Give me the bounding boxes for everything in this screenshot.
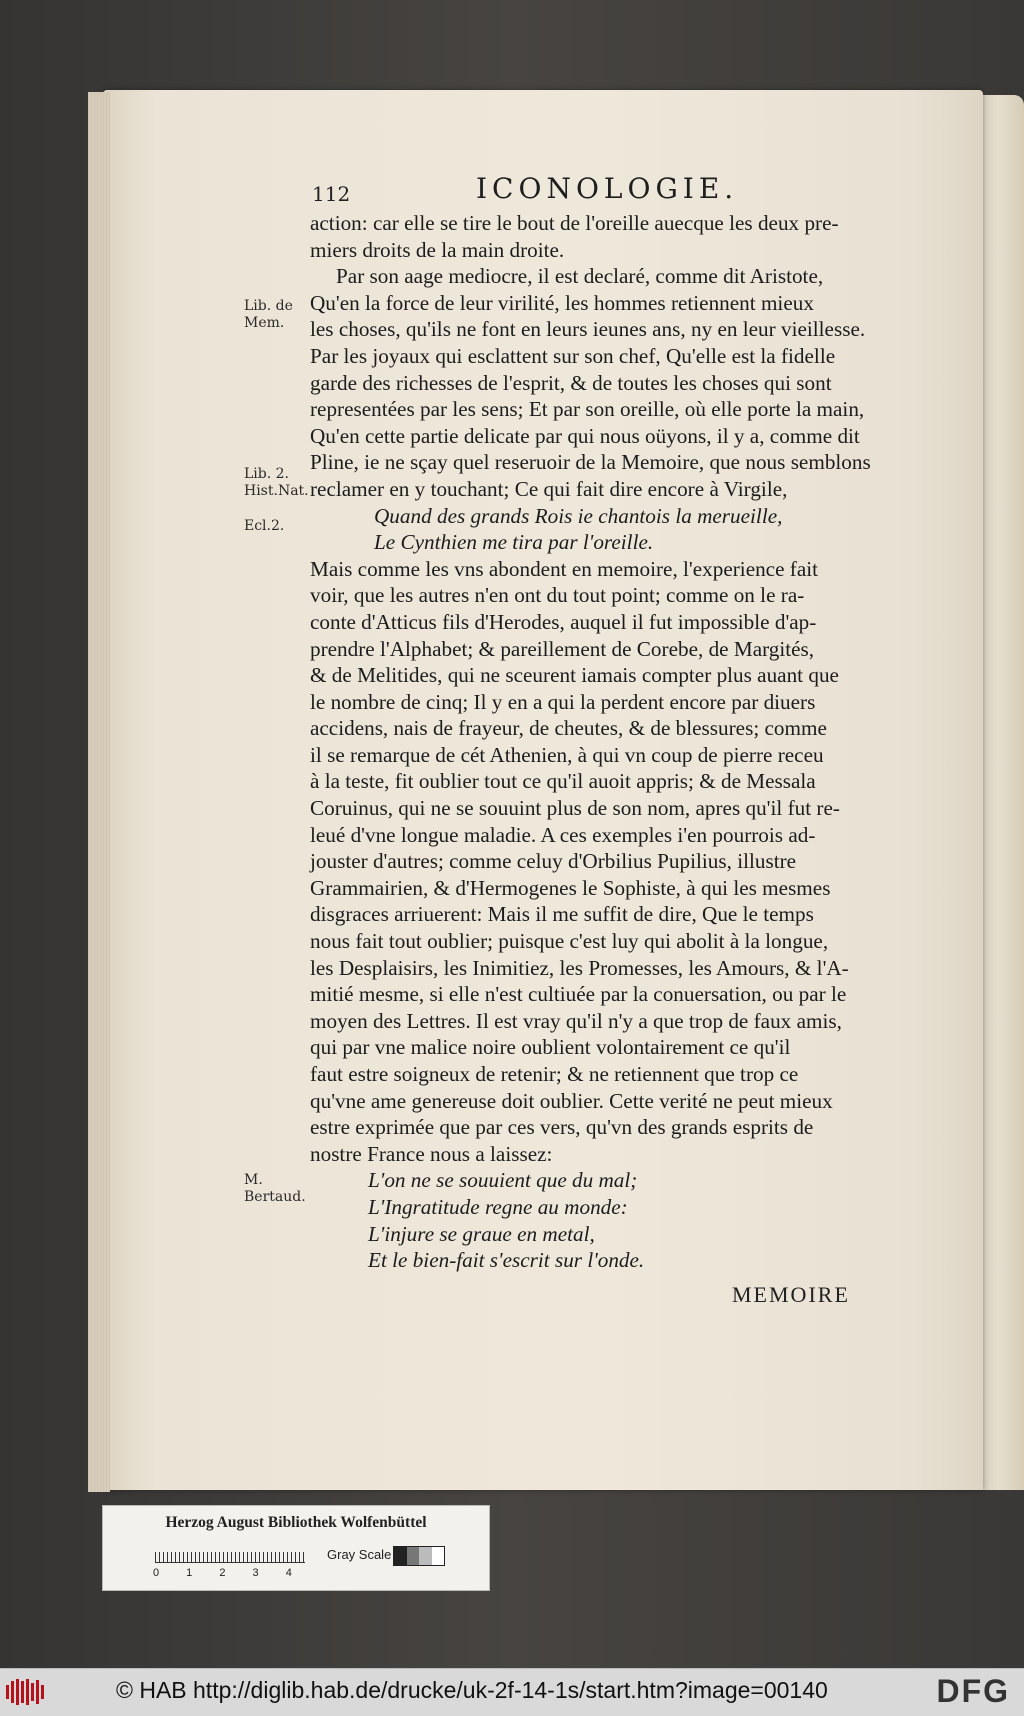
margin-note: M. Bertaud. — [244, 1172, 306, 1205]
text-line: faut estre soigneux de retenir; & ne retiennent que trop ce — [310, 1062, 799, 1086]
verse-line: L'Ingratitude regne au monde: — [368, 1194, 628, 1219]
text-line: qui par vne malice noire oublient volontairement ce qu'il — [310, 1035, 791, 1060]
text-line: nostre France nous a laissez: — [310, 1141, 553, 1166]
text-line: & de Melitides, qui ne sceurent iamais compter plus auant que — [310, 663, 839, 688]
footer-bar — [0, 1668, 1024, 1716]
text-line: estre exprimée que par ces vers, qu'vn des grands esprits de — [310, 1115, 814, 1140]
text-line: garde des richesses de l'esprit, & de toutes les choses qui sont — [310, 370, 832, 395]
verse-line: Quand des grands Rois ie chantois la merueille, — [374, 503, 783, 528]
text-line: prendre l'Alphabet; & pareillement de Corebe, de Margités, — [310, 636, 815, 661]
running-head: ICONOLOGIE. — [476, 172, 739, 205]
text-line: mitié mesme, si elle n'est cultiuée par la conuersation, ou par le — [310, 982, 847, 1007]
text-line: Mais comme les vns abondent en memoire, l'experience fait — [310, 556, 819, 581]
text-line: representées par les sens; Et par son oreille, où elle porte la main, — [310, 397, 865, 422]
library-name: Herzog August Bibliothek Wolfenbüttel — [165, 1514, 427, 1531]
text-line: Grammairien, & d'Hermogenes le Sophiste, à qui les mesmes — [310, 875, 831, 900]
text-line: accidens, nais de frayeur, de cheutes, & de blessures; comme — [310, 716, 827, 741]
hab-logo-icon — [6, 1679, 48, 1705]
margin-note: Ecl.2. — [244, 518, 285, 534]
margin-note: Lib. de Mem. — [244, 298, 293, 331]
catchword: MEMOIRE — [732, 1282, 850, 1307]
text-line: les Desplaisirs, les Inimitiez, les Promesses, les Amours, & l'A- — [310, 955, 849, 980]
verse-line: Et le bien-fait s'escrit sur l'onde. — [368, 1248, 645, 1273]
text-line: action: car elle se tire le bout de l'oreille auecque les deux pre- — [310, 211, 839, 235]
text-line: jouster d'autres; comme celuy d'Orbilius Pupilius, illustre — [310, 849, 797, 874]
margin-note: Lib. 2. Hist.Nat. — [244, 466, 309, 499]
text-line: le nombre de cinq; Il y en a qui la perdent encore par diuers — [310, 689, 816, 714]
body-text — [310, 210, 890, 1274]
text-line: leué d'vne longue maladie. A ces exemples i'en pourrois ad- — [310, 822, 816, 847]
text-line: moyen des Lettres. Il est vray qu'il n'y a que trop de faux amis, — [310, 1008, 842, 1033]
text-line: nous fait tout oublier; puisque c'est luy qui abolit à la longue, — [310, 929, 829, 954]
verse-line: L'injure se graue en metal, — [368, 1221, 595, 1246]
verse-line: L'on ne se souuient que du mal; — [368, 1168, 638, 1193]
page-number: 112 — [312, 182, 351, 206]
grayscale-swatch — [393, 1546, 445, 1566]
text-line: conte d'Atticus fils d'Herodes, auquel il fut impossible d'ap- — [310, 609, 817, 634]
scale-ruler — [155, 1542, 305, 1563]
grayscale-label: Gray Scale — [327, 1547, 392, 1562]
text-line: Pline, ie ne sçay quel reseruoir de la Memoire, que nous semblons — [310, 450, 871, 475]
text-line: Qu'en cette partie delicate par qui nous oüyons, il y a, comme dit — [310, 423, 860, 448]
text-line: Qu'en la force de leur virilité, les hommes retiennent mieux — [310, 290, 814, 315]
text-line: miers droits de la main droite. — [310, 237, 565, 262]
text-line: Par les joyaux qui esclattent sur son chef, Qu'elle est la fidelle — [310, 343, 836, 368]
text-line: reclamer en y touchant; Ce qui fait dire encore à Virgile, — [310, 476, 788, 501]
ruler-numbers: 0 1 2 3 4 — [153, 1567, 292, 1579]
footer-url[interactable]: © HAB http://diglib.hab.de/drucke/uk-2f-14-1s/start.htm?image=00140 — [116, 1677, 828, 1703]
text-line: à la teste, fit oublier tout ce qu'il auoit appris; & de Messala — [310, 769, 816, 794]
verse-line: Le Cynthien me tira par l'oreille. — [374, 530, 654, 555]
text-line: Par son aage mediocre, il est declaré, comme dit Aristote, — [336, 264, 824, 289]
page-edges — [88, 92, 110, 1492]
dfg-logo: DFG — [936, 1673, 1010, 1709]
text-line: voir, que les autres n'en ont du tout point; comme on le ra- — [310, 583, 805, 608]
text-line: disgraces arriuerent: Mais il me suffit de dire, Que le temps — [310, 902, 814, 927]
text-line: Coruinus, qui ne se souuint plus de son nom, apres qu'il fut re- — [310, 796, 840, 821]
library-label — [102, 1505, 490, 1591]
text-line: les choses, qu'ils ne font en leurs ieunes ans, ny en leur vieillesse. — [310, 317, 866, 342]
text-line: il se remarque de cét Athenien, à qui vn coup de pierre receu — [310, 742, 824, 767]
text-line: qu'vne ame genereuse doit oublier. Cette verité ne peut mieux — [310, 1088, 833, 1113]
